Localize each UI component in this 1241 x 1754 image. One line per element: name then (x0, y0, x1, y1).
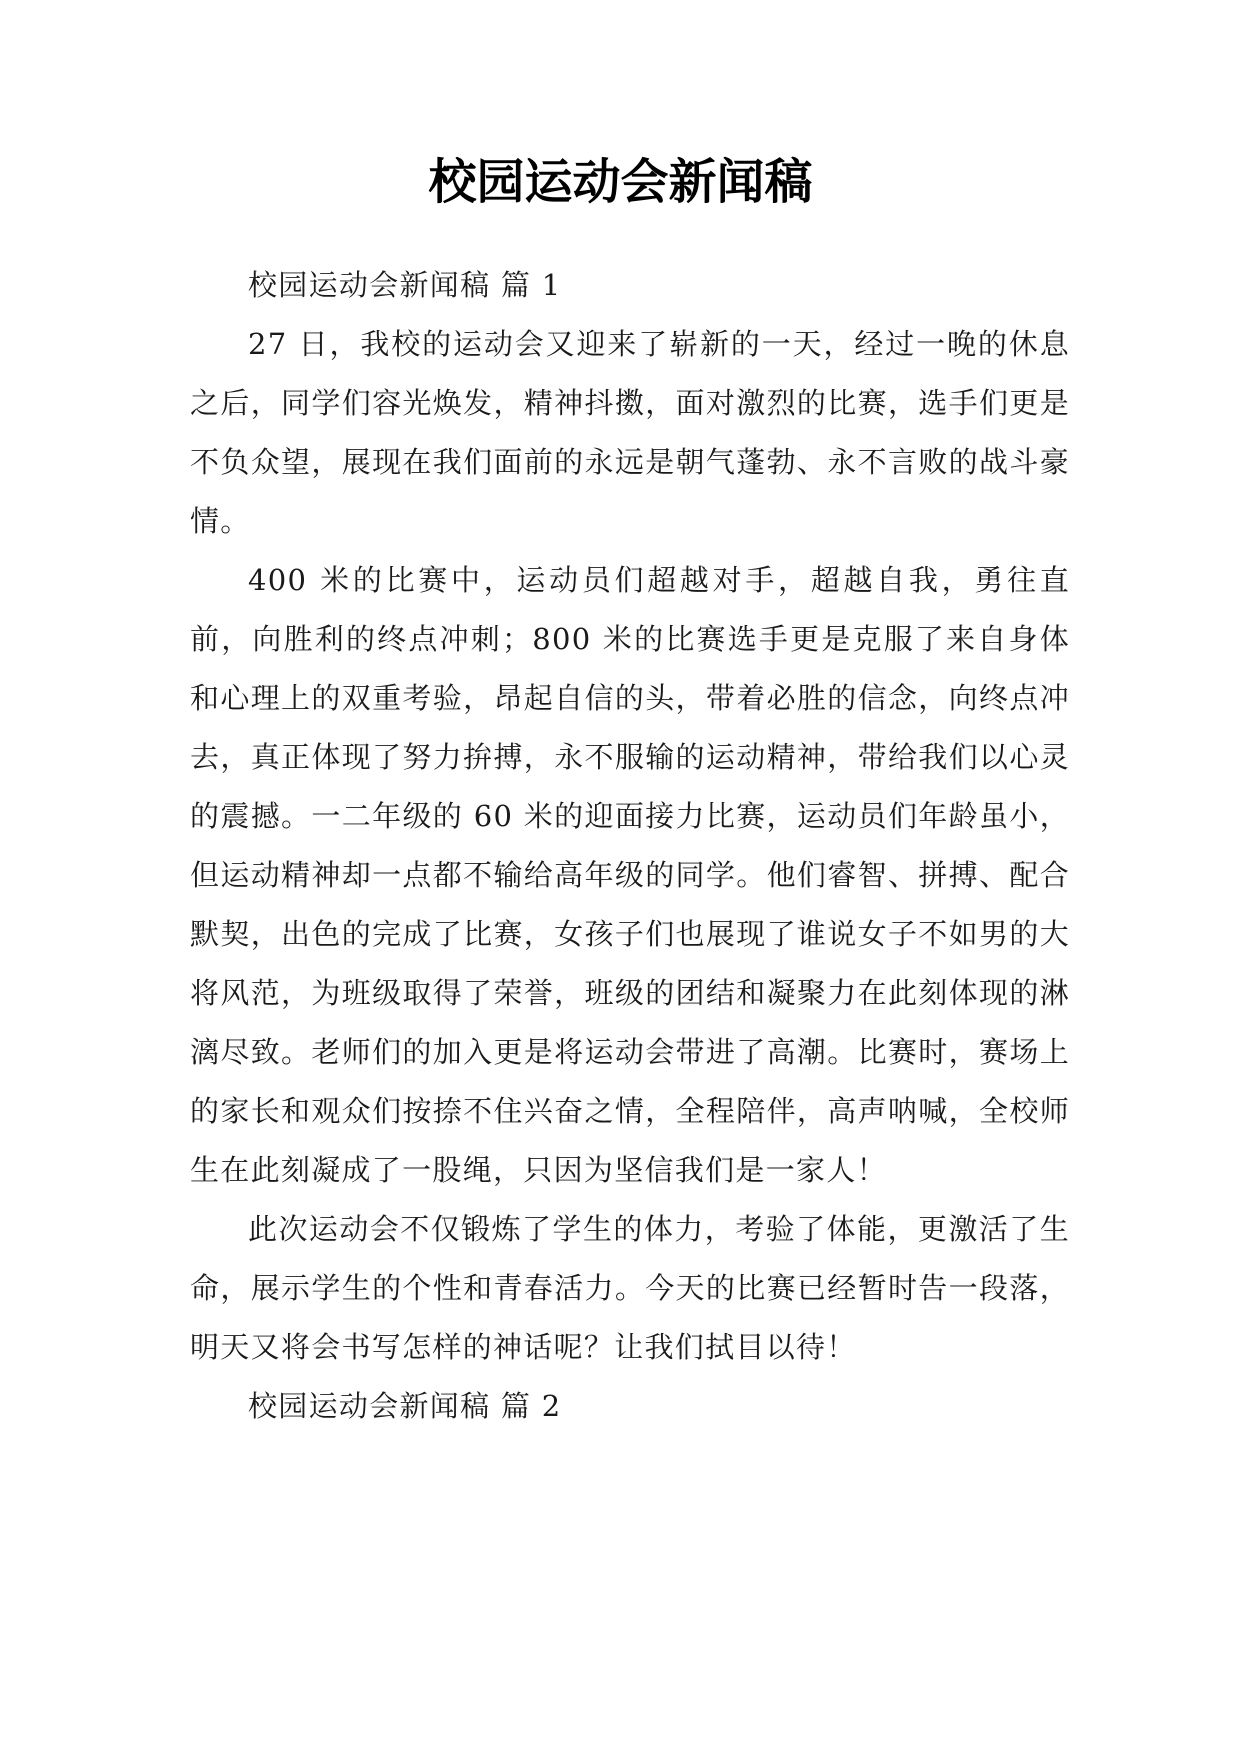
section-heading-2: 校园运动会新闻稿 篇 2 (248, 1389, 562, 1423)
paragraph-2: 400 米的比赛中，运动员们超越对手，超越自我，勇往直前，向胜利的终点冲刺；800 米的比赛选手更是克服了来自身体和心理上的双重考验，昂起自信的头，带着必胜的信念，向终点冲去，真正体现了努力拚搏，永不服输的运动精神，带给我们以心灵的震撼。一二年级的 60 米的迎面接力比赛，运动员们年龄虽小，但运动精神却一点都不输给高年级的同学。他们睿智、拼搏、配合默契，出色的完成了比赛，女孩子们也展现了谁说女子不如男的大将风范，为班级取得了荣誉，班级的团结和凝聚力在此刻体现的淋漓尽致。老师们的加入更是将运动会带进了高潮。比赛时，赛场上的家长和观众们按捺不住兴奋之情，全程陪伴，高声呐喊，全校师生在此刻凝成了一股绳，只因为坚信我们是一家人！ (190, 563, 1070, 1187)
paragraph-3: 此次运动会不仅锻炼了学生的体力，考验了体能，更激活了生命，展示学生的个性和青春活力。今天的比赛已经暂时告一段落，明天又将会书写怎样的神话呢？让我们拭目以待！ (190, 1212, 1070, 1364)
paragraph-1: 27 日，我校的运动会又迎来了崭新的一天，经过一晚的休息之后，同学们容光焕发，精神抖擞，面对激烈的比赛，选手们更是不负众望，展现在我们面前的永远是朝气蓬勃、永不言败的战斗豪情。 (190, 327, 1070, 538)
document-body (190, 256, 1070, 1436)
document-title: 校园运动会新闻稿 (428, 154, 813, 210)
section-heading-1: 校园运动会新闻稿 篇 1 (248, 268, 562, 302)
